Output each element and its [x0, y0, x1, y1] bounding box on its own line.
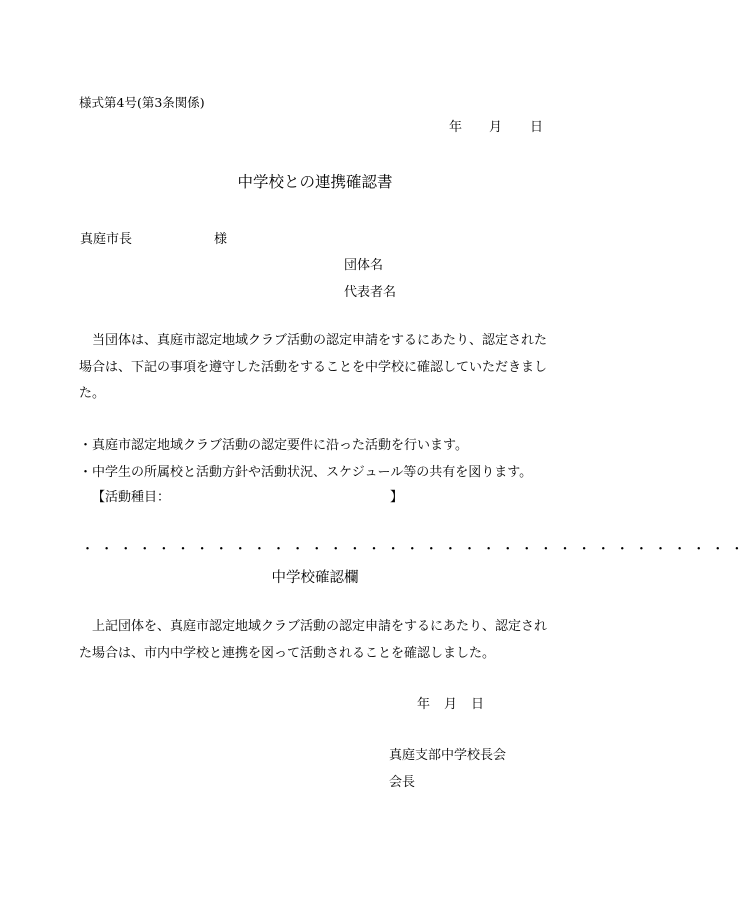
representative-label: 代表者名: [344, 285, 397, 300]
header-date-day: 日: [530, 120, 544, 135]
header-date-month: 月: [489, 120, 503, 135]
addressee: [80, 228, 280, 246]
dotted-divider: ・・・・・・・・・・・・・・・・・・・・・・・・・・・・・・・・・・・: [81, 542, 750, 557]
confirmation-date-month: 月: [444, 697, 458, 712]
activity-type-field: [92, 486, 412, 504]
addressee-name: 真庭市長: [80, 232, 133, 247]
association-name: 真庭支部中学校長会: [389, 748, 507, 763]
confirmation-date-year: 年: [417, 697, 431, 712]
confirmation-paragraph: [79, 613, 569, 667]
header-date-year: 年: [449, 120, 463, 135]
form-number: 様式第4号(第3条関係): [79, 95, 205, 110]
activity-type-label: 【活動種目：: [92, 490, 171, 505]
confirmation-line: た場合は、市内中学校と連携を図って活動されることを確認しました。: [79, 646, 496, 661]
document-title: 中学校との連携確認書: [237, 173, 393, 191]
activity-type-close-bracket: 】: [390, 490, 404, 505]
org-name-label: 団体名: [344, 258, 384, 273]
intro-line: 当団体は、真庭市認定地域クラブ活動の認定申請をするにあたり、認定された: [92, 333, 548, 348]
intro-line: 場合は、下記の事項を遵守した活動をすることを中学校に確認していただきまし: [79, 359, 548, 375]
requirement-item: ・真庭市認定地域クラブ活動の認定要件に沿った活動を行います。: [79, 438, 468, 453]
confirmation-date: [417, 693, 497, 711]
confirmation-date-day: 日: [471, 697, 485, 712]
chair-title: 会長: [389, 775, 416, 790]
intro-line: た。: [79, 386, 106, 401]
addressee-honorific: 様: [214, 232, 228, 247]
confirmation-line: 上記団体を、真庭市認定地域クラブ活動の認定申請をするにあたり、認定され: [92, 619, 548, 634]
confirmation-title: 中学校確認欄: [271, 570, 359, 586]
requirement-item: ・中学生の所属校と活動方針や活動状況、スケジュール等の共有を図ります。: [79, 465, 533, 480]
intro-paragraph: [79, 328, 564, 408]
header-date: [449, 116, 549, 134]
